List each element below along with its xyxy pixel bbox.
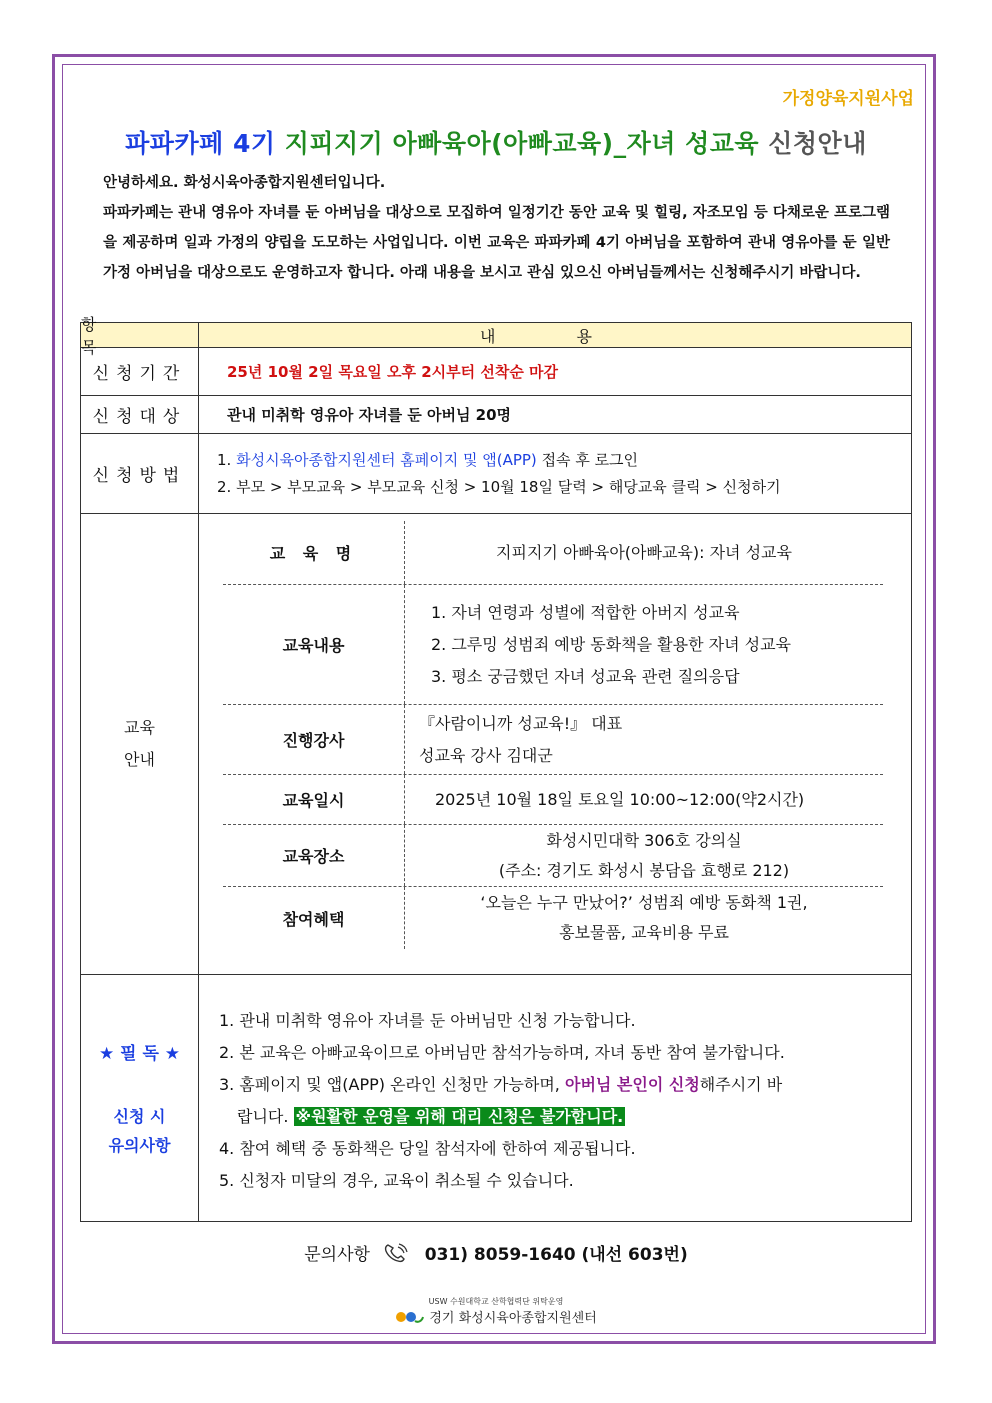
edu-benefit-row — [223, 887, 883, 949]
notice-item-2: 2. 본 교육은 아빠교육이므로 아버님만 참석가능하며, 자녀 동반 참여 불가합니다. — [219, 1043, 785, 1062]
education-label-2: 안내 — [124, 750, 155, 769]
title-part-3: 신청안내 — [768, 129, 867, 158]
target-label: 신청대상 — [81, 396, 199, 433]
contact-label: 문의사항 — [304, 1245, 370, 1265]
edu-content-value — [405, 597, 883, 693]
info-table — [80, 315, 912, 1222]
edu-benefit-label: 참여혜택 — [223, 887, 405, 949]
edu-benefit-line-1: ‘오늘은 누구 만났어?’ 성범죄 예방 동화책 1권, — [480, 893, 808, 912]
notice-item-3-cont — [219, 1101, 899, 1133]
period-label: 신청기간 — [81, 348, 199, 395]
edu-lecturer-row — [223, 705, 883, 775]
education-label-1: 교육 — [124, 718, 155, 737]
edu-lecturer-line-2: 성교육 강사 김대군 — [419, 745, 553, 765]
edu-benefit-value — [405, 888, 883, 948]
contact-phone: 031) 8059-1640 (내선 603번) — [424, 1245, 688, 1265]
footer-org-name: 경기 화성시육아종합지원센터 — [429, 1311, 597, 1326]
edu-content-item-3: 3. 평소 궁금했던 자녀 성교육 관련 질의응답 — [431, 666, 740, 686]
edu-lecturer-label: 진행강사 — [223, 705, 405, 774]
notice-item-4: 4. 참여 혜택 중 동화책은 당일 참석자에 한하여 제공됩니다. — [219, 1139, 636, 1158]
edu-benefit-line-2: 홍보물품, 교육비용 무료 — [559, 923, 729, 942]
edu-name-row — [223, 521, 883, 585]
homepage-app-link[interactable]: 화성시육아종합지원센터 홈페이지 및 앱(APP) — [236, 451, 537, 469]
title-part-1: 파파카페 4기 — [125, 129, 276, 158]
page-title — [0, 124, 992, 160]
edu-datetime-row — [223, 775, 883, 825]
notice-row — [81, 975, 911, 1222]
edu-place-row — [223, 825, 883, 887]
notice-item-3-highlight: 아버님 본인이 신청 — [564, 1075, 700, 1094]
edu-name-value: 지피지기 아빠육아(아빠교육): 자녀 성교육 — [496, 542, 792, 562]
title-part-2: 지피지기 아빠육아(아빠교육)_자녀 성교육 — [284, 129, 760, 158]
footer — [0, 1296, 992, 1326]
method-value — [199, 434, 911, 513]
period-value: 25년 10월 2일 목요일 오후 2시부터 선착순 마감 — [227, 363, 559, 381]
method-line-1-suffix: 접속 후 로그인 — [536, 451, 639, 469]
method-line-2: 2. 부모 > 부모교육 > 부모교육 신청 > 10월 18일 달력 > 해당교육 클릭 > 신청하기 — [217, 478, 781, 496]
proxy-warning: ※원활한 운영을 위해 대리 신청은 불가합니다. — [295, 1107, 624, 1126]
intro-body: 파파카페는 관내 영유아 자녀를 둔 아버님을 대상으로 모집하여 일정기간 동안 교육 및 힐링, 자조모임 등 다채로운 프로그램을 제공하며 일과 가정의 양립을 도모하는 사업입니다. 이번 교육은 파파카페 4기 아버님을 포함하여 관내 영유아를 둔 일반가정 아버님을 대상으로도 운영하고자 합니다. 아래 내용을 보시고 관심 있으신 아버님들께서는 신청해주시기 바랍니다. — [103, 205, 890, 281]
table-header-row — [81, 315, 911, 357]
edu-place-line-1: 화성시민대학 306호 강의실 — [546, 830, 742, 850]
notice-item-3-prefix: 3. 홈페이지 및 앱(APP) 온라인 신청만 가능하며, — [219, 1075, 565, 1094]
method-line-1-prefix: 1. — [217, 451, 237, 469]
target-row — [81, 396, 911, 434]
notice-item-1: 1. 관내 미취학 영유아 자녀를 둔 아버님만 신청 가능합니다. — [219, 1011, 636, 1030]
notice-item-5: 5. 신청자 미달의 경우, 교육이 취소될 수 있습니다. — [219, 1171, 574, 1190]
footer-affiliation: USW 수원대학교 산학협력단 위탁운영 — [428, 1297, 564, 1306]
header-content: 내 용 — [480, 326, 630, 346]
education-detail-table — [223, 521, 883, 949]
method-line-1 — [217, 447, 911, 474]
notice-list — [219, 1005, 899, 1197]
intro-greeting: 안녕하세요. 화성시육아종합지원센터입니다. — [103, 175, 386, 191]
edu-place-line-2: (주소: 경기도 화성시 봉담읍 효행로 212) — [498, 860, 790, 880]
header-item: 항 목 — [81, 323, 199, 347]
contact-info — [0, 1240, 992, 1265]
edu-place-value — [405, 826, 883, 886]
edu-content-item-2: 2. 그루밍 성범죄 예방 동화책을 활용한 자녀 성교육 — [431, 634, 791, 654]
notice-label-line-1: 신청 시 — [113, 1107, 166, 1126]
edu-content-item-1: 1. 자녀 연령과 성별에 적합한 아버지 성교육 — [431, 602, 740, 622]
phone-icon — [383, 1243, 409, 1263]
edu-name-label: 교 육 명 — [223, 521, 405, 584]
edu-content-label: 교육내용 — [223, 585, 405, 704]
edu-lecturer-value — [405, 708, 883, 772]
method-row — [81, 434, 911, 514]
education-label — [81, 514, 199, 974]
target-value: 관내 미취학 영유아 자녀를 둔 아버님 20명 — [227, 406, 512, 424]
notice-item-3-suffix: 해주시기 바 — [699, 1075, 783, 1094]
center-logo-icon — [395, 1309, 425, 1325]
edu-place-label: 교육장소 — [223, 825, 405, 886]
notice-item-3 — [219, 1069, 899, 1101]
edu-content-row — [223, 585, 883, 705]
notice-item-3-cont-text: 랍니다. — [237, 1107, 294, 1126]
edu-datetime-value: 2025년 10월 18일 토요일 10:00~12:00(약2시간) — [435, 789, 805, 809]
method-label: 신청방법 — [81, 434, 199, 513]
intro-text — [103, 168, 890, 288]
footer-org — [0, 1307, 992, 1326]
notice-label-line-2: 유의사항 — [108, 1136, 171, 1155]
notice-label — [81, 975, 199, 1222]
edu-lecturer-line-1: 『사람이니까 성교육!』 대표 — [419, 713, 623, 733]
period-row — [81, 348, 911, 396]
edu-datetime-label: 교육일시 — [223, 775, 405, 824]
must-read-label: ★ 필 독 ★ — [98, 1044, 181, 1064]
program-tag: 가정양육지원사업 — [782, 89, 914, 109]
